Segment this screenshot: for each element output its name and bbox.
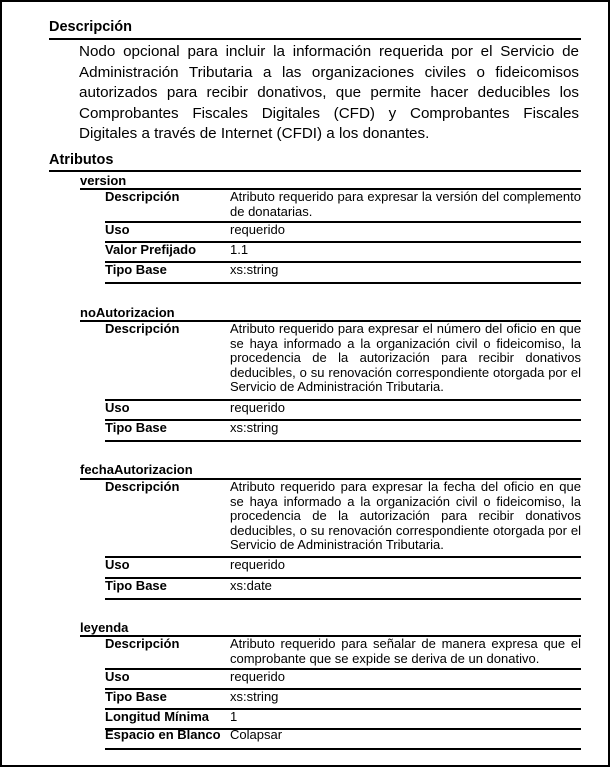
row-rule [105,598,581,600]
row-value: xs:string [230,262,279,277]
row-value: Atributo requerido para señalar de manera expresa que el comprobante que se expide se deriva de un donativo. [230,636,581,666]
attribute-name-noautorizacion: noAutorizacion [80,305,175,320]
row-key: Longitud Mínima [105,709,209,724]
row-key: Tipo Base [105,262,167,277]
row-key: Descripción [105,321,180,336]
row-key: Uso [105,222,130,237]
row-key: Uso [105,669,130,684]
row-value: Atributo requerido para expresar el número del oficio en que se haya informado a la organización civil o fideicomiso, la procedencia de la autorización para recibir donativos deducibles, o su renovación correspondiente otorgada por el Servicio de Administración Tributaria. [230,321,581,395]
atributos-heading: Atributos [49,152,114,168]
atributos-rule [49,170,581,172]
row-value: requerido [230,669,285,684]
row-key: Descripción [105,479,180,494]
attribute-name-fechaautorizacion: fechaAutorizacion [80,462,193,477]
descripcion-rule [49,38,581,40]
row-key: Uso [105,557,130,572]
row-value: Colapsar [230,727,283,742]
row-value: xs:string [230,420,279,435]
attribute-name-leyenda: leyenda [80,620,129,635]
row-key: Descripción [105,636,180,651]
row-key: Tipo Base [105,578,167,593]
row-value: 1.1 [230,242,249,257]
attribute-name-version: version [80,173,127,188]
row-value: requerido [230,557,285,572]
row-rule [105,748,581,750]
row-key: Descripción [105,189,180,204]
descripcion-text: Nodo opcional para incluir la información requerida por el Servicio de Administración Tributaria a las organizaciones civiles o fideicomisos autorizados para recibir donativos, que permite hacer deducibles los Comprobantes Fiscales Digitales (CFD) y Comprobantes Fiscales Digitales a través de Internet (CFDI) a los donantes. [79,43,579,142]
row-key: Valor Prefijado [105,242,197,257]
row-key: Espacio en Blanco [105,727,221,742]
row-rule [105,440,581,442]
row-key: Tipo Base [105,420,167,435]
row-value: xs:string [230,689,279,704]
row-key: Tipo Base [105,689,167,704]
row-value: 1 [230,709,238,724]
row-rule [105,282,581,284]
row-key: Uso [105,400,130,415]
descripcion-heading: Descripción [49,19,132,35]
row-value: requerido [230,222,285,237]
row-value: Atributo requerido para expresar la versión del complemento de donatarias. [230,189,581,219]
row-value: requerido [230,400,285,415]
row-value: Atributo requerido para expresar la fecha del oficio en que se haya informado a la organización civil o fideicomiso, la procedencia de la autorización para recibir donativos deducibles, o su renovación correspondiente otorgada por el Servicio de Administración Tributaria. [230,479,581,553]
row-value: xs:date [230,578,272,593]
